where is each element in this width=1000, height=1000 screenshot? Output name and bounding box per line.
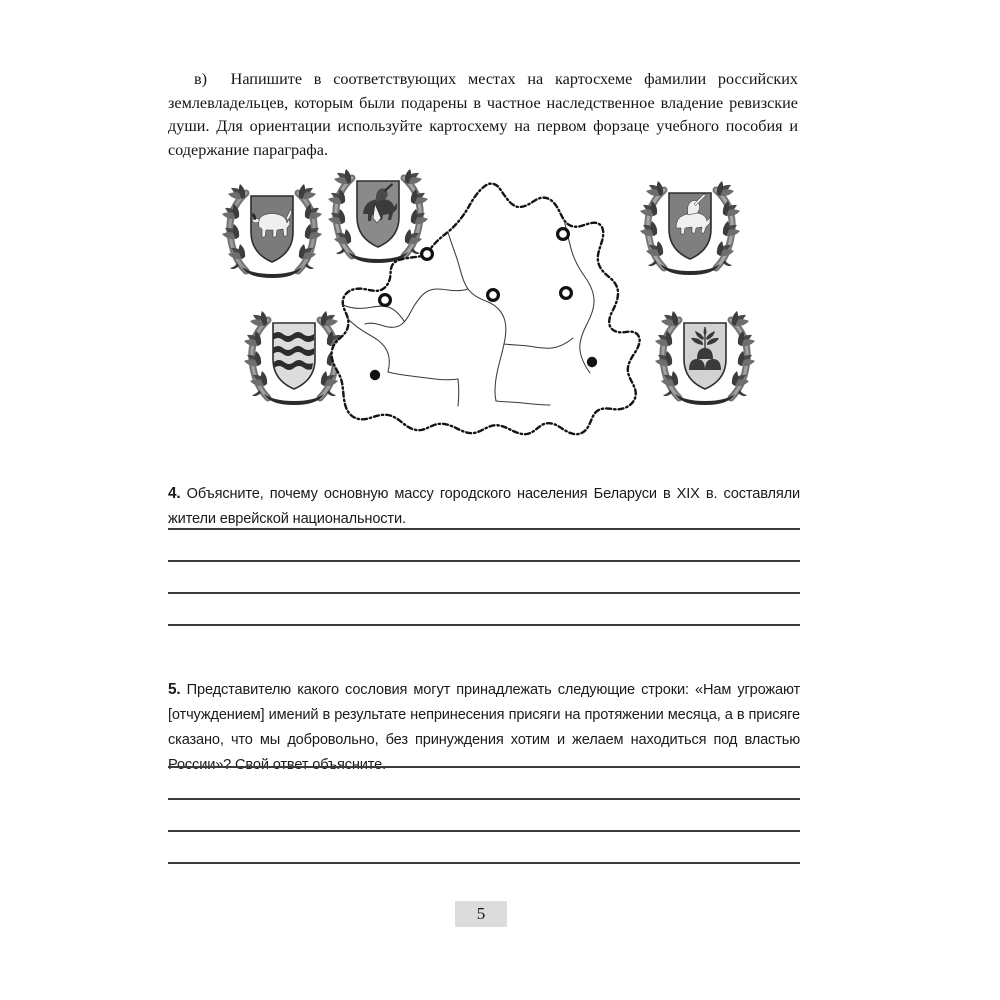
answer-line[interactable]	[168, 624, 800, 626]
coa-grodno	[222, 184, 322, 278]
coa-minsk	[244, 311, 344, 405]
page-number	[455, 901, 507, 927]
wreath-right-icon	[716, 181, 740, 268]
wreath-right-icon	[404, 169, 428, 256]
wreath-left-icon	[640, 181, 664, 268]
intro-text: Напишите в соответствующих местах на картосхеме фамилии российских землевладельцев, которым были подарены в частное наследственное владение ревизские души. Для ориентации используйте картосхему на первом форзаце учебного пособия и содержание параграфа.	[168, 70, 799, 159]
wavy-bars-icon	[273, 332, 314, 370]
question-5-number: 5.	[168, 680, 181, 698]
answer-line[interactable]	[168, 560, 800, 562]
map-figure-svg	[200, 158, 800, 443]
answer-line[interactable]	[168, 862, 800, 864]
question-5-text: Представителю какого сословия могут принадлежать следующие строки: «Нам угрожают [отчуждением] имений в результате непринесения присяги на протяжении месяца, а в присяге сказано, что мы добровольно, без принуждения хотим и желаем находиться под властью России»? Свой ответ объясните.	[168, 681, 800, 773]
marker-gomel	[587, 357, 597, 367]
wreath-left-icon	[222, 184, 246, 271]
wreath-left-icon	[244, 311, 268, 398]
coa-vilna	[328, 169, 428, 263]
wreath-left-icon	[328, 169, 352, 256]
coa-mogilev	[655, 311, 755, 405]
page-number-value: 5	[476, 904, 486, 923]
answer-lines-question-4	[168, 528, 800, 626]
intro-label: в)	[194, 70, 208, 89]
answer-lines-question-5	[168, 766, 800, 864]
wreath-right-icon	[731, 311, 755, 398]
question-5	[168, 677, 800, 778]
marker-vilna	[422, 249, 433, 260]
answer-line[interactable]	[168, 528, 800, 530]
answer-line[interactable]	[168, 592, 800, 594]
map-figure	[200, 158, 800, 443]
question-4-text: Объясните, почему основную массу городского населения Беларуси в XIX в. составляли жители еврейской национальности.	[168, 485, 800, 527]
question-4	[168, 481, 800, 532]
coa-vitebsk	[640, 181, 740, 275]
marker-brest	[370, 370, 380, 380]
answer-line[interactable]	[168, 798, 800, 800]
marker-minsk	[488, 290, 499, 301]
marker-vitebsk	[558, 229, 569, 240]
answer-line[interactable]	[168, 766, 800, 768]
intro-paragraph	[168, 68, 798, 162]
question-4-number: 4.	[168, 484, 181, 502]
marker-grodno	[380, 295, 391, 306]
marker-mogilev	[561, 288, 572, 299]
wreath-left-icon	[655, 311, 679, 398]
wreath-right-icon	[298, 184, 322, 271]
answer-line[interactable]	[168, 830, 800, 832]
